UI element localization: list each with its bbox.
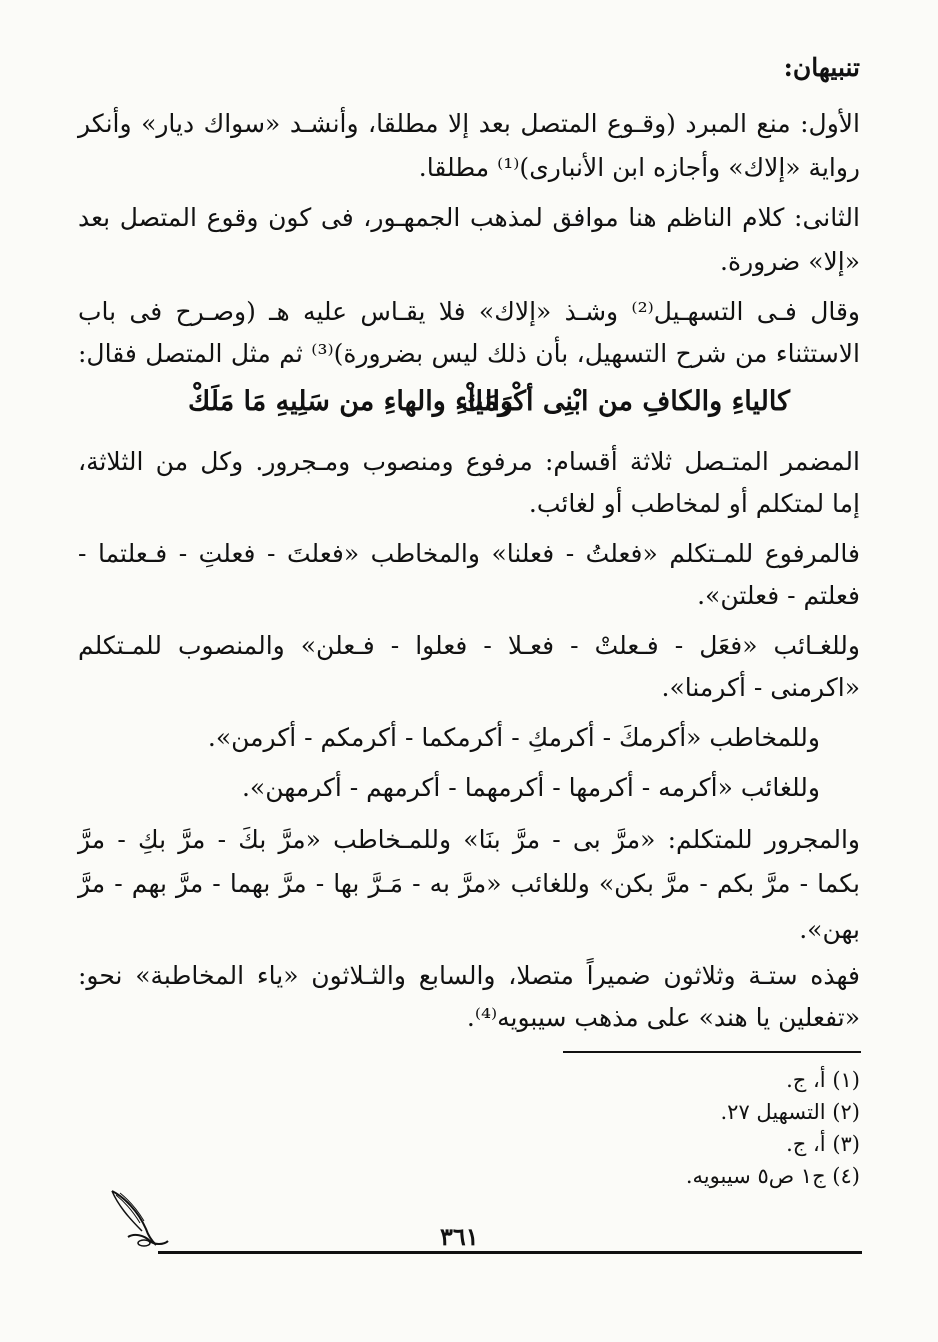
text-line: فعلتم - فعلتن». <box>697 581 860 610</box>
text-line: وللغـائب «فعَل - فـعلتْ - فعـلا - فعلوا - فـعلن» والمنصوب للمـتكلم <box>78 631 860 660</box>
footnote: (٤) ج١ ص٥ سيبويه. <box>685 1164 860 1188</box>
page-number: ٣٦١ <box>440 1222 479 1251</box>
text-line: بكما - مرَّ بكم - مرَّ بكن» وللغائب «مرَّ به - مَـرَّ بها - مرَّ بهما - مرَّ بهم - مرَّ <box>78 869 860 898</box>
text-line: «إلا» ضرورة. <box>720 247 860 276</box>
text-line: الاستثناء من شرح التسهيل، بأن ذلك ليس بضرورة)⁽³⁾ ثم مثل المتصل فقال: <box>78 339 860 368</box>
text-line: فهذه ستـة وثلاثون ضميراً متصلا، والسابع والثـلاثون «ياء المخاطبة» نحو: <box>78 961 860 990</box>
verse-hemistich-right: كالياءِ والكافِ من ابْنِى أكْرَمَكْ <box>460 386 790 417</box>
footer-rule <box>158 1251 862 1254</box>
text-line: رواية «إلاك» وأجازه ابن الأنبارى)⁽¹⁾ مطلقا. <box>418 153 860 182</box>
text-line: وقال فـى التسهـيل⁽²⁾ وشـذ «إلاك» فلا يقـاس عليه هـ (وصـرح فى باب <box>78 297 860 326</box>
text-line: المضمر المتـصل ثلاثة أقسام: مرفوع ومنصوب ومـجرور. وكل من الثلاثة، <box>78 447 860 476</box>
footnote: (٢) التسهيل ٢٧. <box>720 1100 860 1124</box>
text-line: وللمخاطب «أكرمكَ - أكرمكِ - أكرمكما - أكرمكم - أكرمن». <box>207 723 820 752</box>
footnote: (٣) أ، ج. <box>786 1132 860 1156</box>
text-line: والمجرور للمتكلم: «مرَّ بى - مرَّ بنَا» وللمـخاطب «مرَّ بكَ - مرَّ بكِ - مرَّ <box>78 825 860 854</box>
quill-pen-icon <box>104 1183 174 1253</box>
verse-hemistich-left: والياءِ والهاءِ من سَلِيهِ مَا مَلَكْ <box>188 386 514 417</box>
text-line: بهن». <box>799 915 860 944</box>
footnote-separator <box>563 1051 861 1053</box>
text-line: فالمرفوع للمـتكلم «فعلتُ - فعلنا» والمخاطب «فعلتَ - فعلتِ - فـعلتما - <box>78 539 860 568</box>
text-line: «تفعلين يا هند» على مذهب سيبويه⁽⁴⁾. <box>466 1003 860 1032</box>
text-line: وللغائب «أكرمه - أكرمها - أكرمهما - أكرمهم - أكرمهن». <box>241 773 820 802</box>
text-line: إما لمتكلم أو لمخاطب أو لغائب. <box>528 489 860 518</box>
text-line: الأول: منع المبرد (وقـوع المتصل بعد إلا مطلقا، وأنشـد «سواك ديار» وأنكر <box>78 109 860 138</box>
text-line: الثانى: كلام الناظم هنا موافق لمذهب الجمهـور، فى كون وقوع المتصل بعد <box>78 203 860 232</box>
footnote: (١) أ، ج. <box>786 1068 860 1092</box>
text-line: «اكرمنى - أكرمنا». <box>661 673 860 702</box>
section-heading: تنبيهان: <box>783 53 860 82</box>
